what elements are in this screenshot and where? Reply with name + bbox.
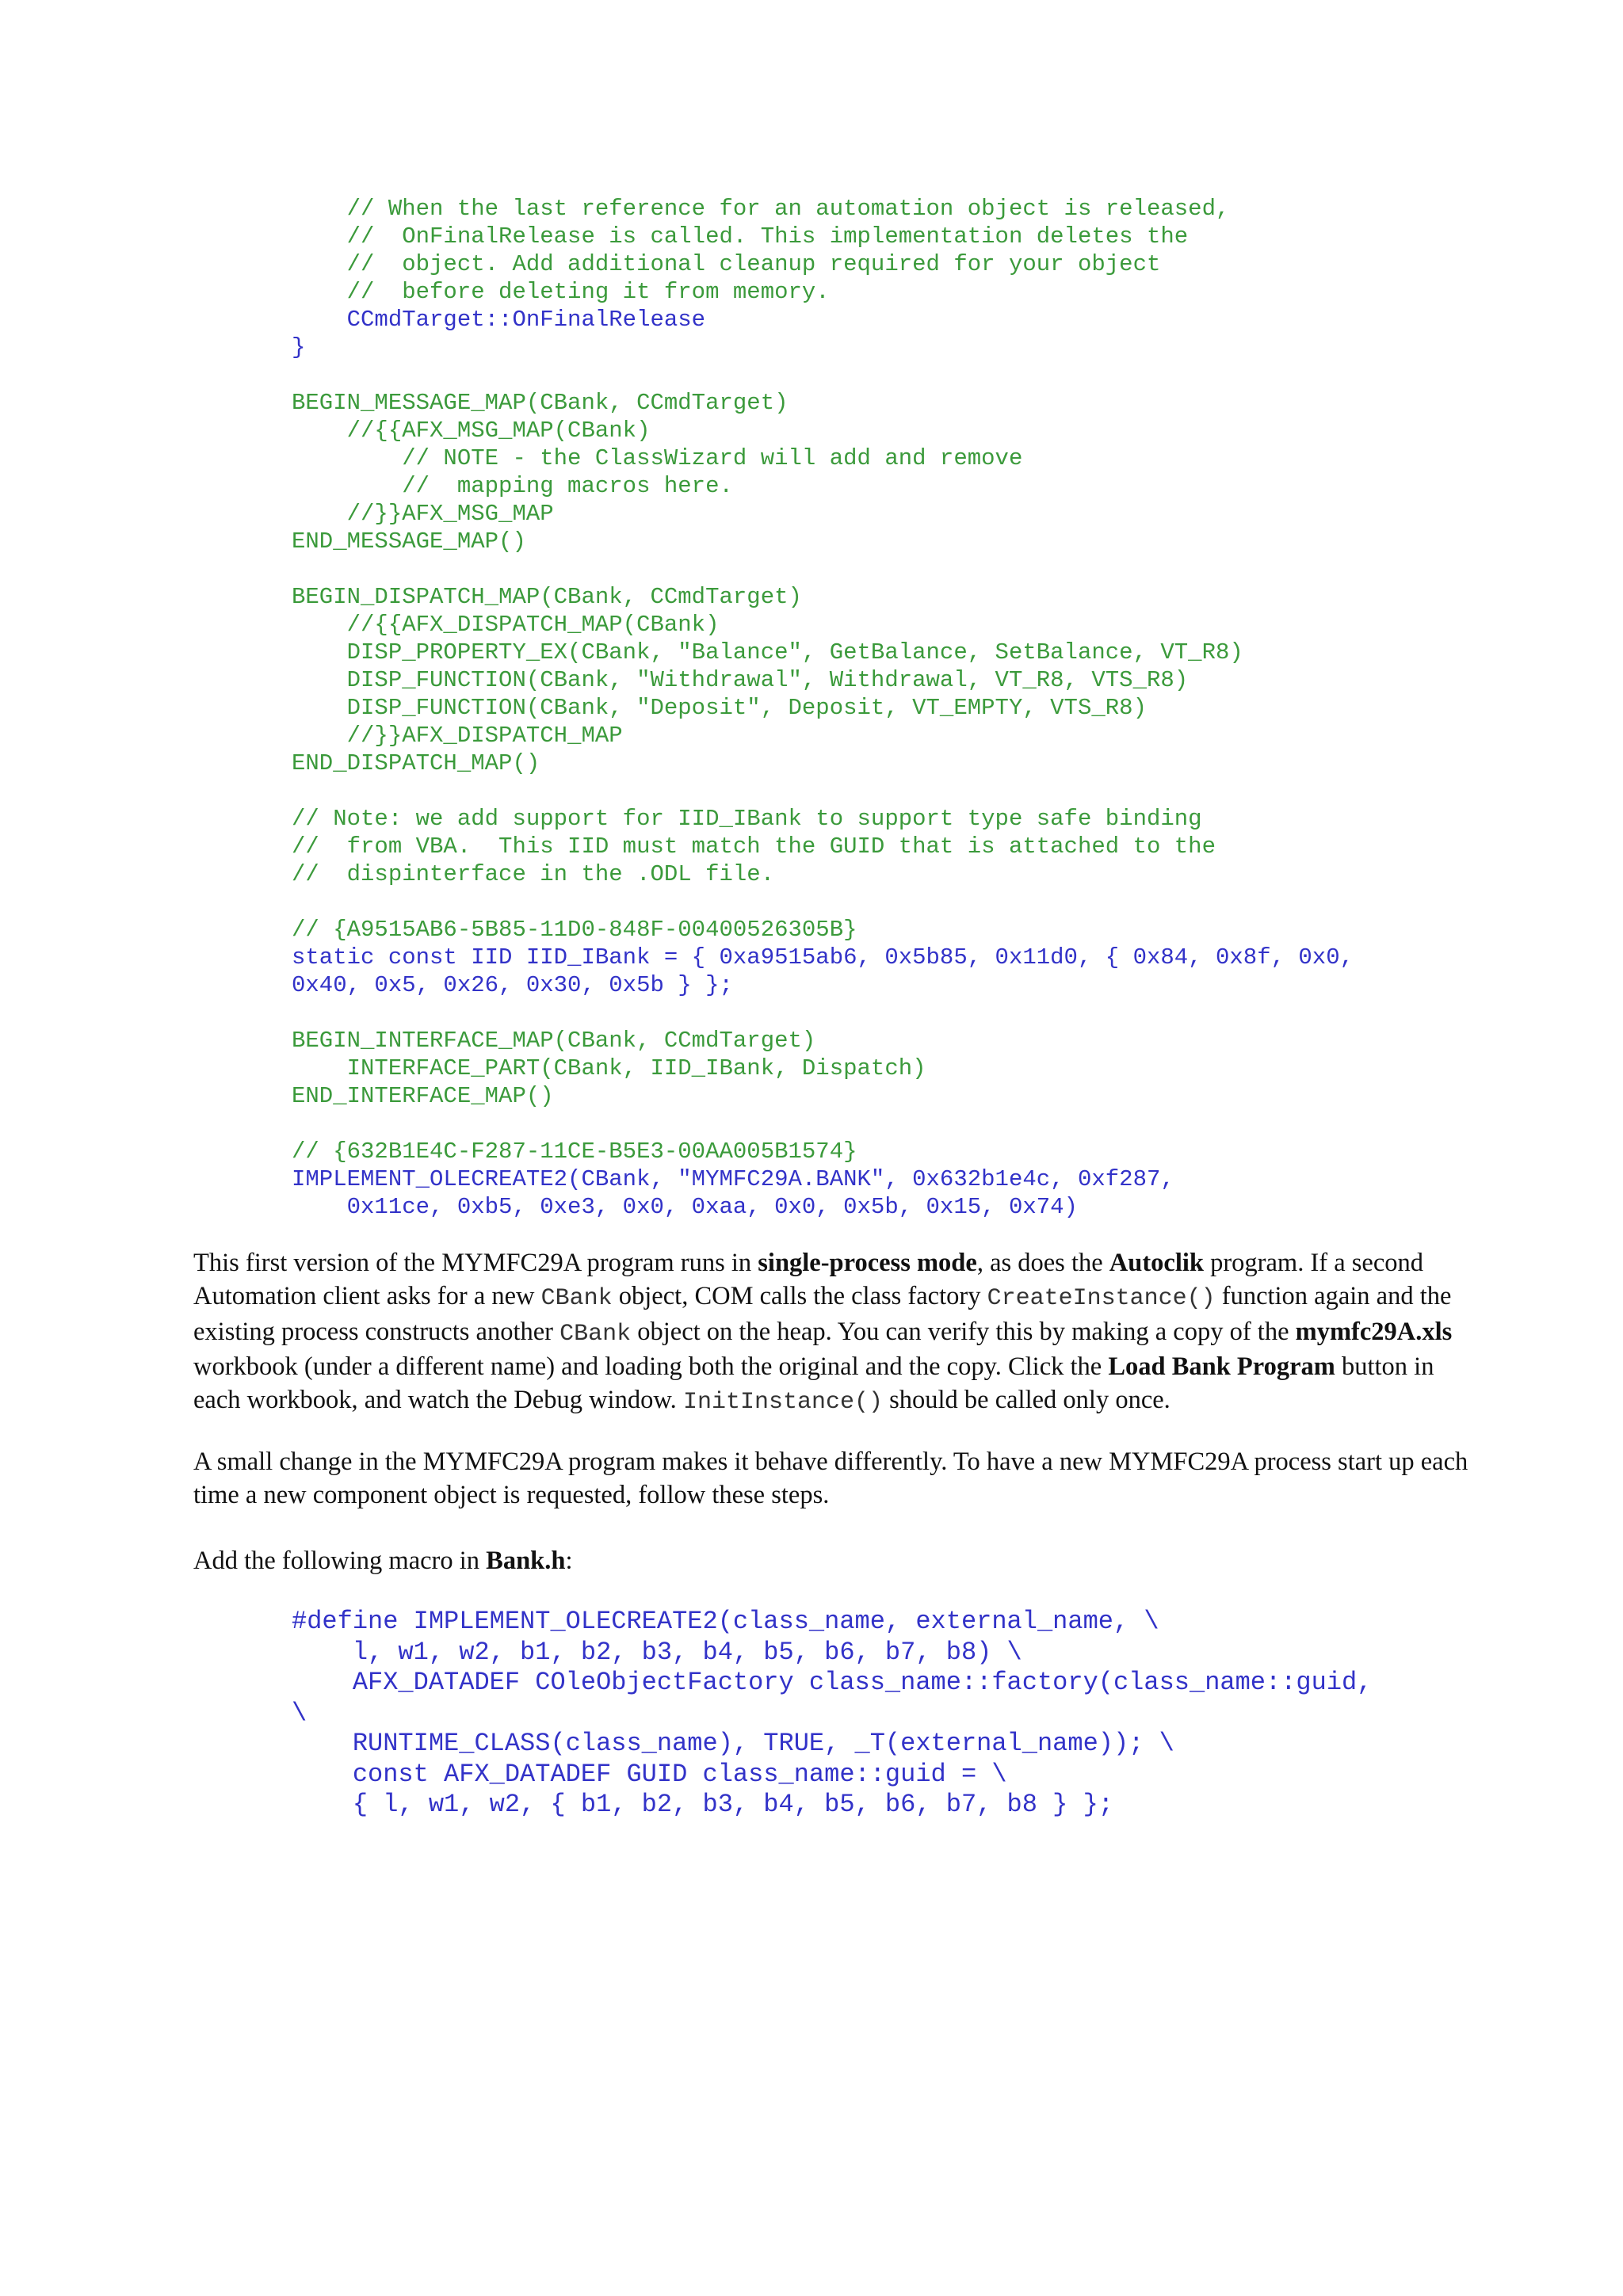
code-line: BEGIN_INTERFACE_MAP(CBank, CCmdTarget) bbox=[292, 1028, 816, 1054]
text-span: program. If a second Automation client asks for a new bbox=[193, 1249, 1424, 1310]
code-line: 0x11ce, 0xb5, 0xe3, 0x0, 0xaa, 0x0, 0x5b, 0x15, 0x74) bbox=[292, 1194, 1078, 1220]
code-line: // dispinterface in the .ODL file. bbox=[292, 861, 775, 887]
code-line: // mapping macros here. bbox=[292, 473, 733, 499]
code-line: static const IID IID_IBank = { 0xa9515ab6, 0x5b85, 0x11d0, { 0x84, 0x8f, 0x0, bbox=[292, 944, 1354, 971]
code-initinstance: InitInstance() bbox=[682, 1389, 883, 1417]
code-line: // When the last reference for an automation object is released, bbox=[292, 196, 1230, 222]
code-line bbox=[292, 361, 1354, 389]
text-span: , as does the bbox=[976, 1249, 1109, 1277]
code-line: //{{AFX_MSG_MAP(CBank) bbox=[292, 418, 651, 444]
code-line: 0x40, 0x5, 0x26, 0x30, 0x5b } }; bbox=[292, 972, 733, 998]
text-span: should be called only once. bbox=[882, 1386, 1170, 1415]
bold-workbook-name: mymfc29A.xls bbox=[1295, 1317, 1453, 1346]
code-line: const AFX_DATADEF GUID class_name::guid = \ bbox=[292, 1759, 1007, 1789]
code-line: INTERFACE_PART(CBank, IID_IBank, Dispatch) bbox=[292, 1055, 926, 1081]
code-line: CCmdTarget::OnFinalRelease bbox=[292, 307, 706, 333]
code-line: // from VBA. This IID must match the GUID that is attached to the bbox=[292, 833, 1216, 860]
code-line: // NOTE - the ClassWizard will add and remove bbox=[292, 445, 1023, 471]
paragraph-single-process bbox=[193, 1247, 1477, 1420]
bold-autoclik: Autoclik bbox=[1109, 1249, 1204, 1277]
paragraph-small-change: A small change in the MYMFC29A program makes it behave differently. To have a new MYMFC29A process start up each time a new component object is requested, follow these steps. bbox=[193, 1447, 1468, 1509]
text-span: button in each workbook, and watch the Debug window. bbox=[193, 1352, 1434, 1415]
code-line bbox=[292, 777, 1354, 805]
text-span: workbook (under a different name) and loading both the original and the copy. Click the bbox=[193, 1352, 1109, 1382]
code-line bbox=[292, 555, 1354, 583]
code-line: BEGIN_MESSAGE_MAP(CBank, CCmdTarget) bbox=[292, 390, 789, 416]
code-line: // {A9515AB6-5B85-11D0-848F-00400526305B} bbox=[292, 917, 857, 943]
code-block-define-macro bbox=[292, 1607, 1372, 1821]
code-line bbox=[292, 999, 1354, 1027]
text-span: function again and the existing process constructs another bbox=[193, 1281, 1452, 1346]
code-line: #define IMPLEMENT_OLECREATE2(class_name, external_name, \ bbox=[292, 1607, 1159, 1636]
text-span: This first version of the MYMFC29A program runs in bbox=[193, 1249, 758, 1277]
code-line bbox=[292, 1110, 1354, 1138]
code-line: // object. Add additional cleanup required for your object bbox=[292, 251, 1161, 277]
code-line: // before deleting it from memory. bbox=[292, 279, 830, 305]
code-line: \ bbox=[292, 1698, 307, 1728]
code-createinstance: CreateInstance() bbox=[987, 1284, 1216, 1312]
code-line: // {632B1E4C-F287-11CE-B5E3-00AA005B1574} bbox=[292, 1138, 857, 1165]
code-line: END_INTERFACE_MAP() bbox=[292, 1083, 554, 1109]
code-line: //}}AFX_DISPATCH_MAP bbox=[292, 723, 623, 749]
bold-single-process-mode: single-process mode bbox=[758, 1249, 977, 1277]
code-line: // OnFinalRelease is called. This implementation deletes the bbox=[292, 223, 1189, 250]
code-line: END_DISPATCH_MAP() bbox=[292, 750, 540, 776]
code-line: //{{AFX_DISPATCH_MAP(CBank) bbox=[292, 612, 720, 638]
code-line: } bbox=[292, 334, 306, 360]
text-span: : bbox=[565, 1547, 573, 1575]
code-cbank: CBank bbox=[540, 1284, 613, 1312]
code-line: AFX_DATADEF COleObjectFactory class_name::factory(class_name::guid, bbox=[292, 1668, 1373, 1697]
bold-bank-h: Bank.h bbox=[486, 1547, 566, 1575]
code-line: IMPLEMENT_OLECREATE2(CBank, "MYMFC29A.BANK", 0x632b1e4c, 0xf287, bbox=[292, 1166, 1174, 1192]
paragraph-add-macro bbox=[193, 1545, 1477, 1578]
code-line: BEGIN_DISPATCH_MAP(CBank, CCmdTarget) bbox=[292, 584, 802, 610]
code-cbank: CBank bbox=[559, 1320, 632, 1348]
code-line: DISP_PROPERTY_EX(CBank, "Balance", GetBalance, SetBalance, VT_R8) bbox=[292, 639, 1243, 666]
code-line: { l, w1, w2, { b1, b2, b3, b4, b5, b6, b7, b8 } }; bbox=[292, 1790, 1113, 1819]
code-line: // Note: we add support for IID_IBank to support type safe binding bbox=[292, 806, 1202, 832]
code-line: DISP_FUNCTION(CBank, "Deposit", Deposit, VT_EMPTY, VTS_R8) bbox=[292, 695, 1147, 721]
code-line bbox=[292, 888, 1354, 916]
code-line: END_MESSAGE_MAP() bbox=[292, 528, 526, 555]
code-line: DISP_FUNCTION(CBank, "Withdrawal", Withdrawal, VT_R8, VTS_R8) bbox=[292, 667, 1189, 693]
text-span: object, COM calls the class factory bbox=[612, 1281, 987, 1310]
text-span: Add the following macro in bbox=[193, 1547, 487, 1575]
code-block-bank-cpp bbox=[292, 195, 1354, 1221]
code-line: //}}AFX_MSG_MAP bbox=[292, 501, 554, 527]
code-line: l, w1, w2, b1, b2, b3, b4, b5, b6, b7, b8) \ bbox=[292, 1637, 1022, 1667]
code-line: RUNTIME_CLASS(class_name), TRUE, _T(external_name)); \ bbox=[292, 1729, 1174, 1758]
bold-load-bank-program: Load Bank Program bbox=[1108, 1352, 1335, 1382]
text-span: object on the heap. You can verify this by making a copy of the bbox=[631, 1317, 1296, 1346]
